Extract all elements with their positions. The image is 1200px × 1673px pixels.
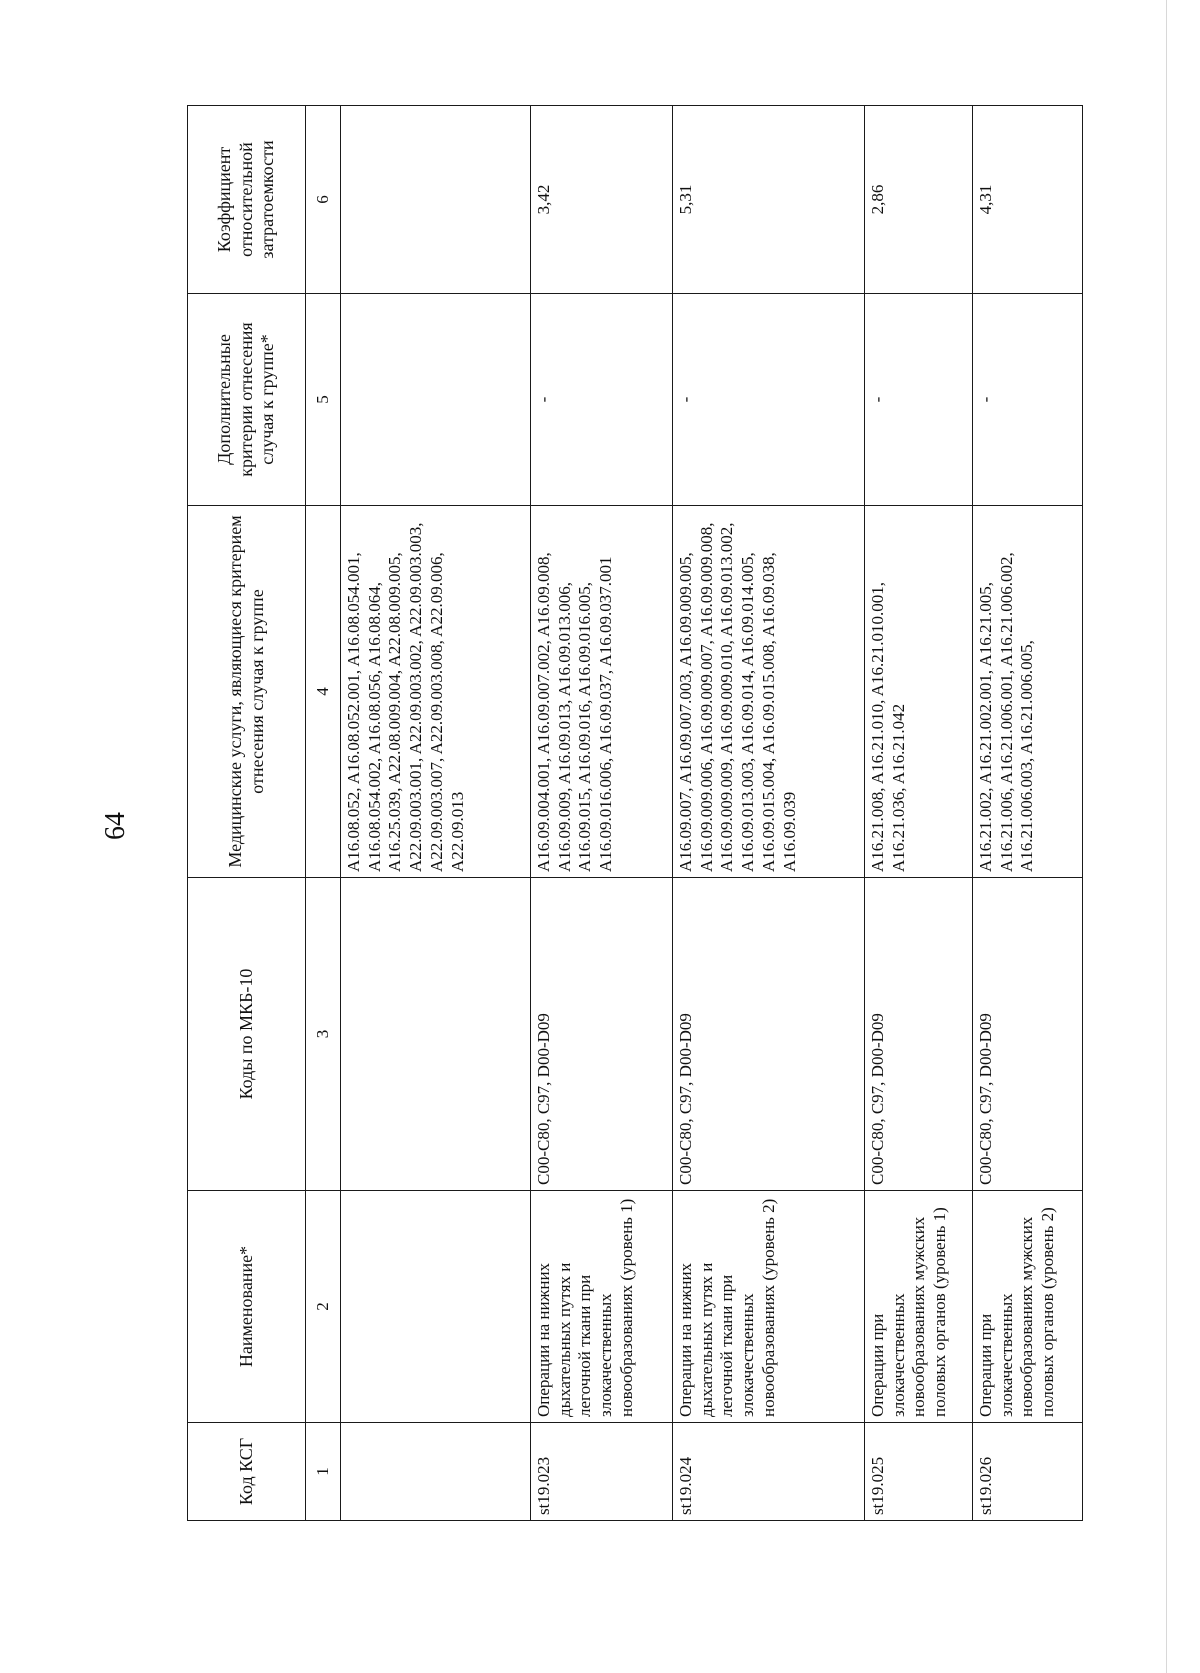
cell-name: Операции на нижних дыхательных путях и легочной ткани при злокачественных новообразованиях (уровень 2) (673, 1191, 865, 1423)
cell-services: A16.21.002, A16.21.002.001, A16.21.005, A16.21.006, A16.21.006.001, A16.21.006.002, A16.21.006.003, A16.21.006.005, (973, 506, 1083, 878)
cell-coefficient (341, 106, 531, 294)
cell-icd: C00-C80, C97, D00-D09 (865, 878, 973, 1191)
header-extra-criteria: Дополнительные критерии отнесения случая к группе* (188, 294, 306, 506)
header-services: Медицинские услуги, являющиеся критерием отнесения случая к группе (188, 506, 306, 878)
cell-name (341, 1191, 531, 1423)
column-number: 2 (306, 1191, 341, 1423)
cell-criteria: - (673, 294, 865, 506)
cell-icd (341, 878, 531, 1191)
header-coefficient: Коэффициент относительной затратоемкости (188, 106, 306, 294)
cell-name: Операции при злокачественных новообразованиях мужских половых органов (уровень 2) (973, 1191, 1083, 1423)
column-number: 5 (306, 294, 341, 506)
table-row (673, 106, 865, 1521)
cell-criteria: - (865, 294, 973, 506)
header-name: Наименование* (188, 1191, 306, 1423)
cell-services: A16.09.004.001, A16.09.007.002, A16.09.008, A16.09.009, A16.09.013, A16.09.013.006, A16.09.015, A16.09.016, A16.09.016.005, A16.09.016.006, A16.09.037, A16.09.037.001 (531, 506, 673, 878)
header-icd-codes: Коды по МКБ-10 (188, 878, 306, 1191)
table-row (973, 106, 1083, 1521)
header-row (188, 106, 306, 1521)
page-number: 64 (100, 812, 131, 840)
cell-name: Операции при злокачественных новообразованиях мужских половых органов (уровень 1) (865, 1191, 973, 1423)
table-row (865, 106, 973, 1521)
table-row (531, 106, 673, 1521)
cell-name: Операции на нижних дыхательных путях и легочной ткани при злокачественных новообразованиях (уровень 1) (531, 1191, 673, 1423)
cell-icd: C00-C80, C97, D00-D09 (973, 878, 1083, 1191)
cell-code (341, 1423, 531, 1521)
cell-code: st19.023 (531, 1423, 673, 1521)
cell-code: st19.024 (673, 1423, 865, 1521)
cell-code: st19.026 (973, 1423, 1083, 1521)
table-row (341, 106, 531, 1521)
cell-services: A16.21.008, A16.21.010, A16.21.010.001, A16.21.036, A16.21.042 (865, 506, 973, 878)
column-number: 3 (306, 878, 341, 1191)
column-number: 6 (306, 106, 341, 294)
column-number-row (306, 106, 341, 1521)
cell-criteria: - (973, 294, 1083, 506)
cell-criteria: - (531, 294, 673, 506)
scan-margin-line (1166, 0, 1167, 1673)
rotated-table-wrapper (187, 106, 1083, 1521)
cell-icd: C00-C80, C97, D00-D09 (673, 878, 865, 1191)
column-number: 1 (306, 1423, 341, 1521)
cell-coefficient: 5,31 (673, 106, 865, 294)
cell-services: A16.09.007, A16.09.007.003, A16.09.009.005, A16.09.009.006, A16.09.009.007, A16.09.009.008, A16.09.009.009, A16.09.009.010, A16.09.013.002, A16.09.013.003, A16.09.014, A16.09.014.005, A16.09.015.004, A16.09.015.008, A16.09.038, A16.09.039 (673, 506, 865, 878)
cell-icd: C00-C80, C97, D00-D09 (531, 878, 673, 1191)
ksg-table (187, 105, 1083, 1521)
header-ksg-code: Код КСГ (188, 1423, 306, 1521)
cell-code: st19.025 (865, 1423, 973, 1521)
cell-coefficient: 3,42 (531, 106, 673, 294)
column-number: 4 (306, 506, 341, 878)
cell-coefficient: 2,86 (865, 106, 973, 294)
cell-criteria (341, 294, 531, 506)
cell-services: A16.08.052, A16.08.052.001, A16.08.054.001, A16.08.054.002, A16.08.056, A16.08.064, A16.25.039, A22.08.009.004, A22.08.009.005, A22.09.003.001, A22.09.003.002, A22.09.003.003, A22.09.003.007, A22.09.003.008, A22.09.006, A22.09.013 (341, 506, 531, 878)
cell-coefficient: 4,31 (973, 106, 1083, 294)
